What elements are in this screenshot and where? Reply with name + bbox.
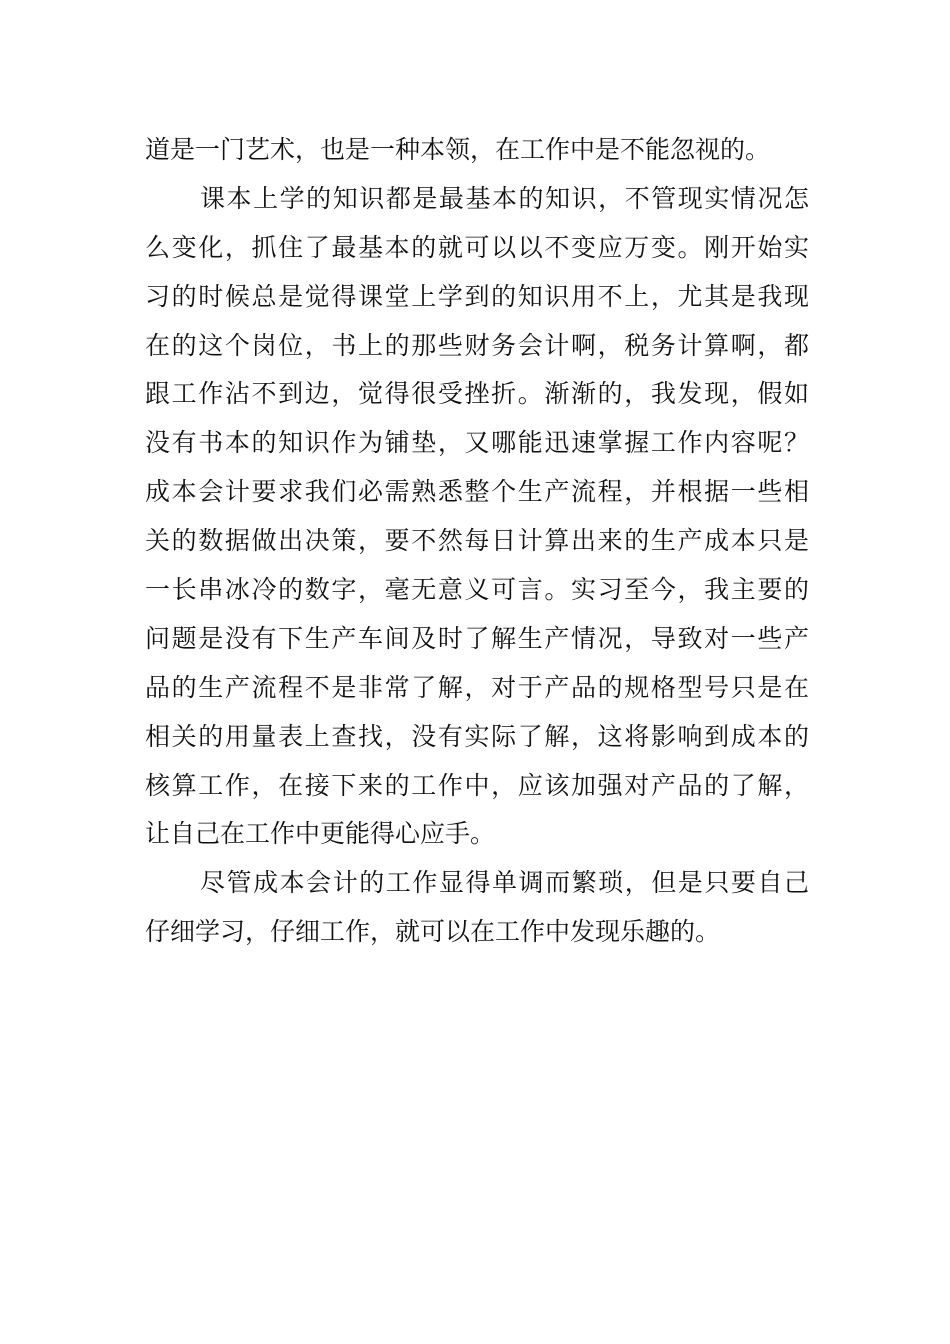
text-line: 跟工作沾不到边，觉得很受挫折。渐渐的，我发现，假如 bbox=[145, 379, 809, 409]
text-line: 让自己在工作中更能得心应手。 bbox=[145, 819, 496, 849]
text-line: 么变化，抓住了最基本的就可以以不变应万变。刚开始实 bbox=[145, 232, 809, 262]
text-line: 一长串冰冷的数字，毫无意义可言。实习至今，我主要的 bbox=[145, 575, 809, 605]
text-line: 道是一门艺术，也是一种本领，在工作中是不能忽视的。 bbox=[145, 135, 771, 164]
text-line: 品的生产流程不是非常了解，对于产品的规格型号只是在 bbox=[145, 672, 809, 702]
body-text bbox=[145, 126, 809, 957]
text-line: 相关的用量表上查找，没有实际了解，这将影响到成本的 bbox=[145, 721, 809, 751]
text-line: 问题是没有下生产车间及时了解生产情况，导致对一些产 bbox=[145, 623, 809, 653]
text-line: 尽管成本会计的工作显得单调而繁琐，但是只要自己 bbox=[200, 868, 809, 898]
text-line: 习的时候总是觉得课堂上学到的知识用不上，尤其是我现 bbox=[145, 281, 809, 311]
text-line: 没有书本的知识作为铺垫，又哪能迅速掌握工作内容呢？ bbox=[145, 428, 809, 458]
text-line: 在的这个岗位，书上的那些财务会计啊，税务计算啊，都 bbox=[145, 330, 809, 360]
text-line: 成本会计要求我们必需熟悉整个生产流程，并根据一些相 bbox=[145, 477, 809, 507]
text-line: 课本上学的知识都是最基本的知识，不管现实情况怎 bbox=[200, 183, 809, 213]
text-line: 关的数据做出决策，要不然每日计算出来的生产成本只是 bbox=[145, 526, 809, 556]
text-line: 核算工作，在接下来的工作中，应该加强对产品的了解， bbox=[145, 770, 809, 800]
text-line: 仔细学习，仔细工作，就可以在工作中发现乐趣的。 bbox=[145, 917, 721, 947]
